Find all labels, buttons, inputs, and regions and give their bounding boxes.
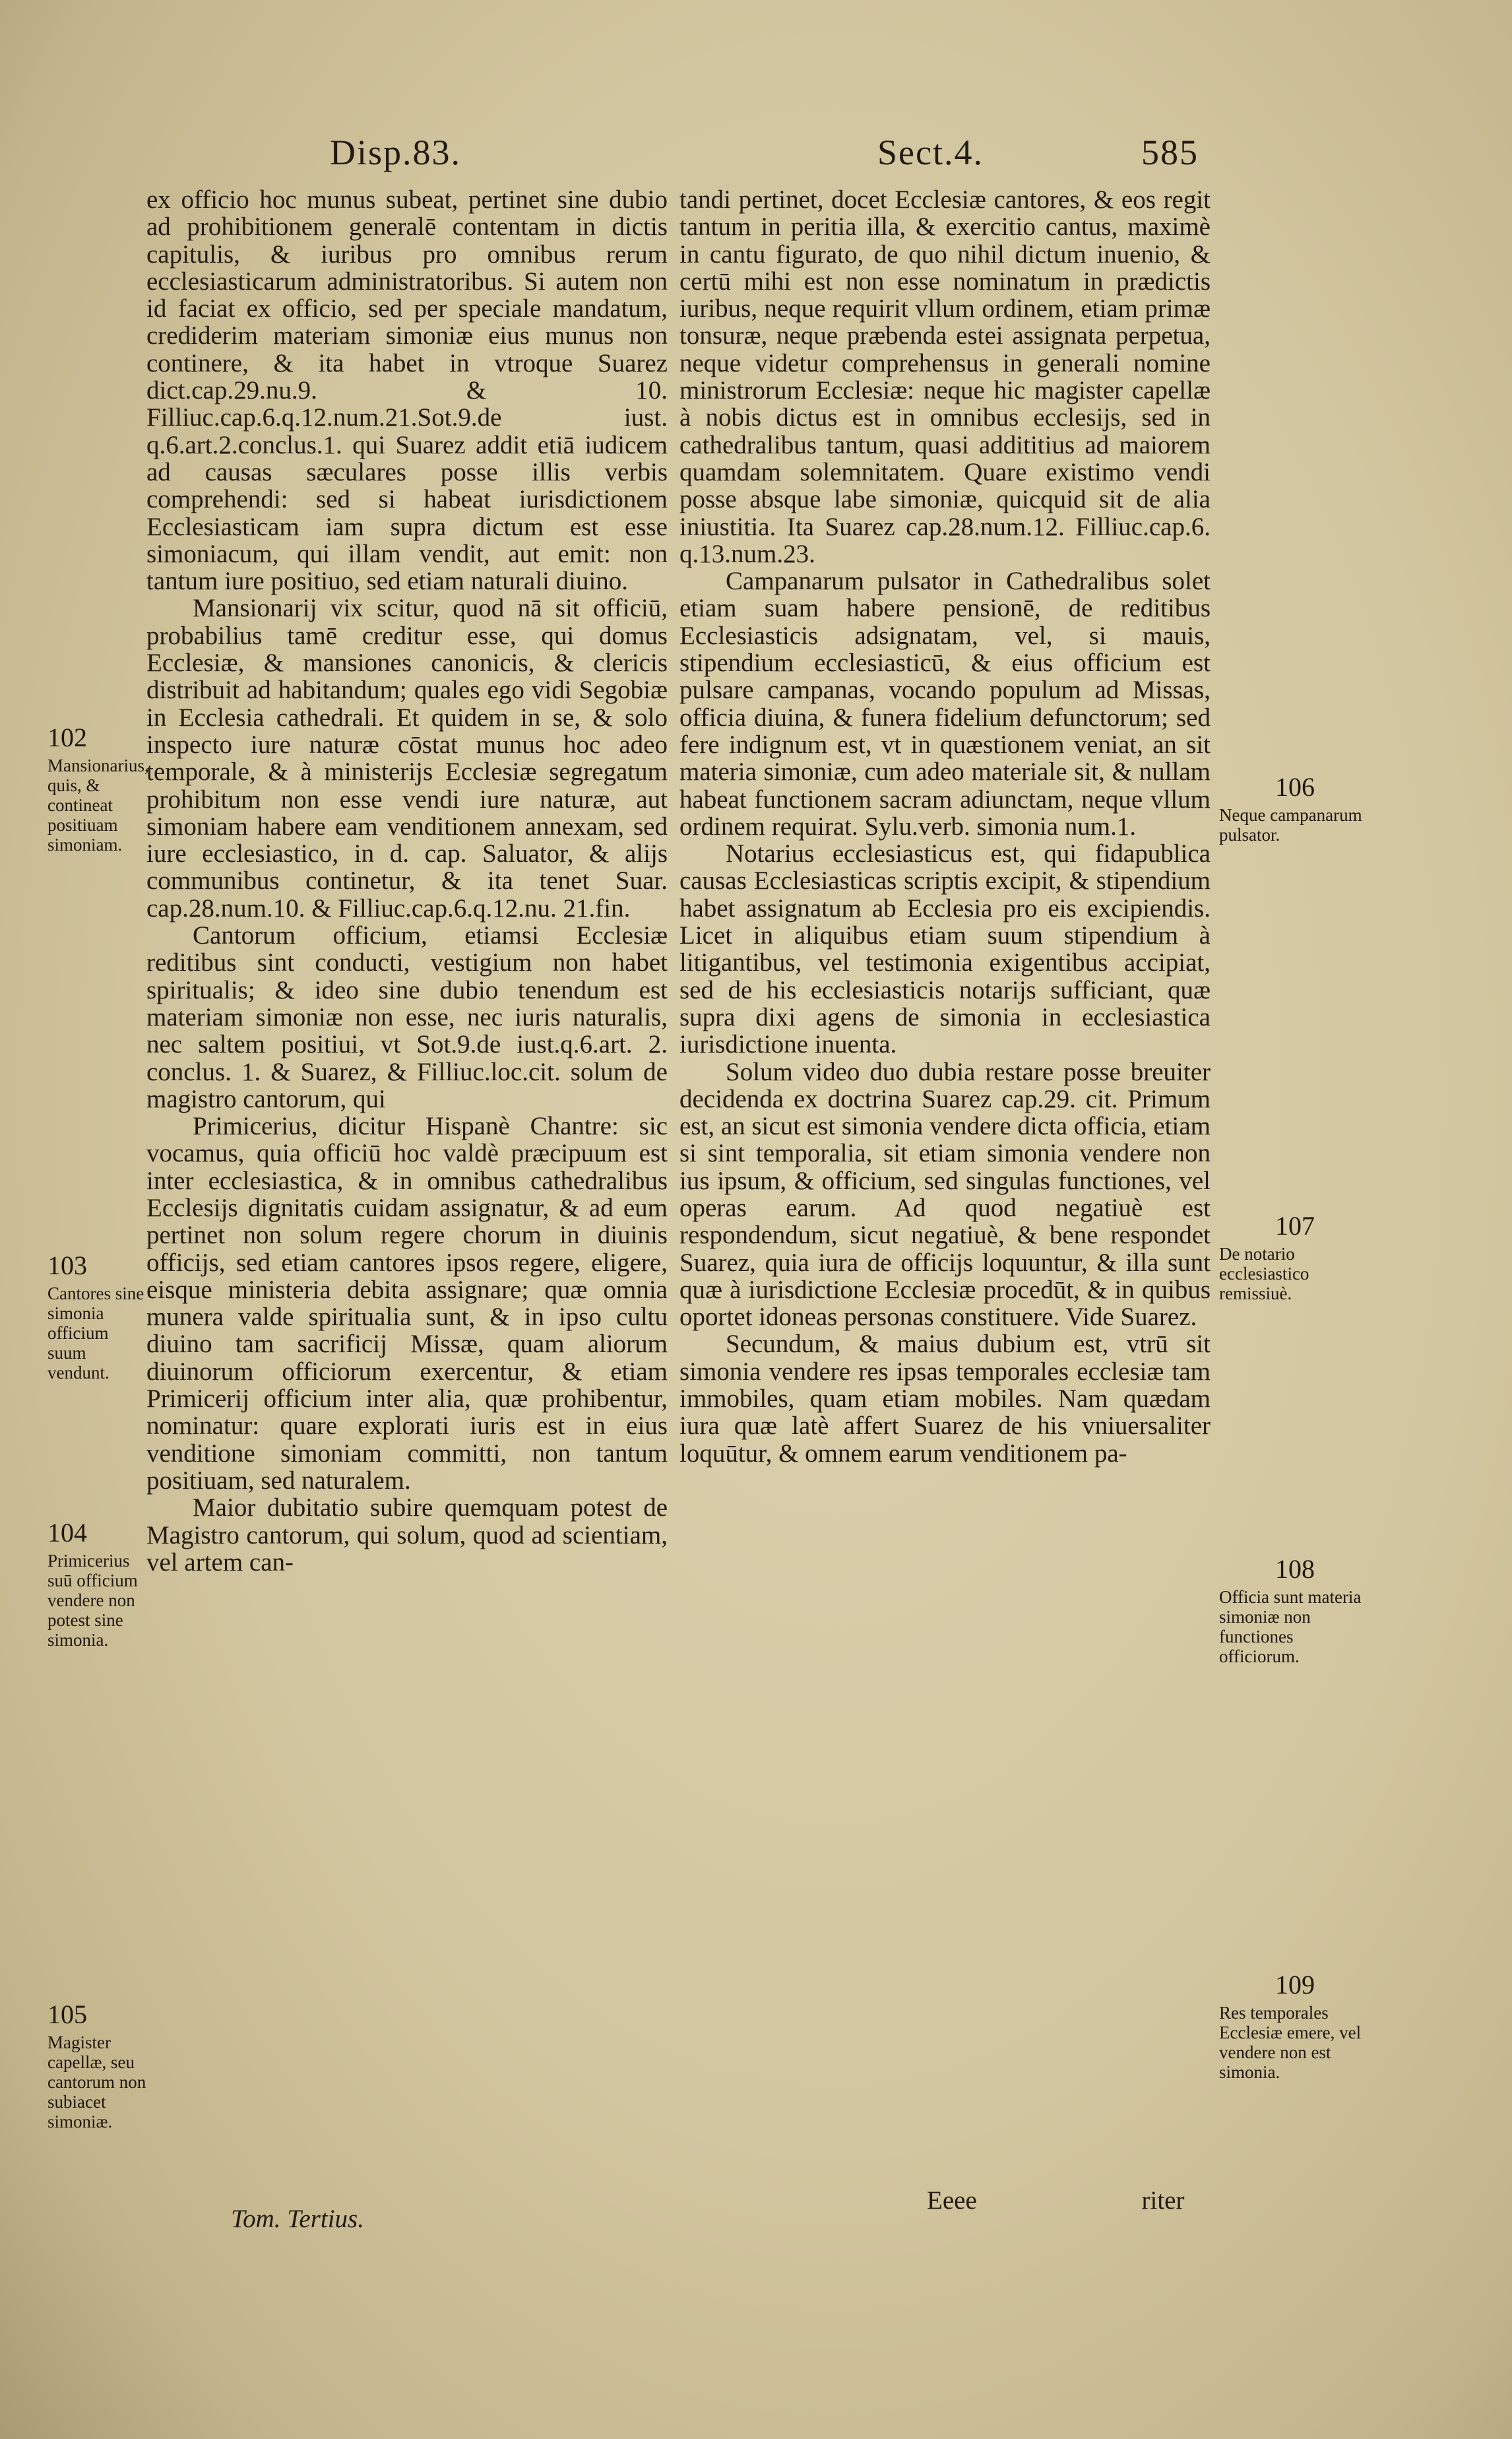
header-section: Sect.4. xyxy=(877,133,984,172)
margin-note xyxy=(1219,1211,1371,1303)
left-text-column xyxy=(146,186,668,1576)
margin-note-number: 106 xyxy=(1275,772,1315,802)
margin-note xyxy=(47,1251,146,1382)
margin-note xyxy=(47,723,149,855)
paragraph: Cantorum officium, etiamsi Ecclesiæ reditibus sint conducti, vestigium non habet spiritualis; & ideo sine dubio tenendum est materiam simoniæ non esse, nec iuris naturalis, nec saltem positiui, vt Sot.9.de iust.q.6.art. 2. conclus. 1. & Suarez, & Filliuc.loc.cit. solum de magistro cantorum, qui xyxy=(146,921,668,1113)
margin-note-text: De notario ecclesiastico remissiuè. xyxy=(1219,1244,1309,1303)
margin-note-text: Officia sunt materia simoniæ non functiones officiorum. xyxy=(1219,1587,1362,1666)
margin-note xyxy=(47,1518,146,1650)
margin-note-number: 104 xyxy=(47,1518,87,1547)
footer-line xyxy=(927,2186,1342,2215)
right-text-column xyxy=(679,186,1211,1467)
margin-note-text: Res temporales Ecclesiæ emere, vel vendere non est simonia. xyxy=(1219,2003,1362,2082)
paragraph: Mansionarij vix scitur, quod nā sit officiū, probabilius tamē creditur esse, qui domus Ecclesiæ, & mansiones canonicis, & clericis distribuit ad habitandum; quales ego vidi Segobiæ in Ecclesia cathedrali. Et quidem in se, & solo inspecto iure naturæ cōstat munus hoc adeo temporale, & à ministerijs Ecclesiæ segregatum prohibitum non esse vendi iure naturæ, aut simoniam habere eam venditionem annexam, sed iure ecclesiastico, in d. cap. Saluator, & alijs communibus continetur, & ita tenet Suar. cap.28.num.10. & Filliuc.cap.6.q.12.nu. 21.fin. xyxy=(146,594,668,923)
margin-note-text: Primicerius suū officium vendere non potest sine simonia. xyxy=(47,1551,138,1650)
paragraph: Maior dubitatio subire quemquam potest de Magistro cantorum, qui solum, quod ad scientiam, vel artem can- xyxy=(146,1493,668,1577)
margin-note-number: 109 xyxy=(1275,1970,1315,2000)
margin-note-text: Mansionarius, quis, & contineat positiuam simoniam. xyxy=(47,756,149,855)
page-number: 585 xyxy=(1141,133,1199,172)
margin-note-number: 107 xyxy=(1275,1211,1315,1241)
margin-note xyxy=(1219,1554,1371,1666)
paragraph: Secundum, & maius dubium est, vtrū sit simonia vendere res ipsas temporales ecclesiæ tam immobiles, quam etiam mobiles. Nam quædam iura quæ latè affert Suarez de his vniuersaliter loquūtur, & omnem earum venditionem pa- xyxy=(679,1330,1211,1468)
paragraph: tandi pertinet, docet Ecclesiæ cantores, & eos regit tantum in peritia illa, & exercitio cantus, maximè in cantu figurato, de quo nihil dictum inuenio, & certū mihi est non esse nominatum in prædictis iuribus, neque requirit vllum ordinem, etiam primæ tonsuræ, neque præbenda estei assignata perpetua, neque videtur comprehensus in generali nomine ministrorum Ecclesiæ: neque hic magister capellæ à nobis dictus est in omnibus ecclesijs, sed in cathedralibus tantum, quasi addititius ad maiorem quamdam solemnitatem. Quare existimo vendi posse absque labe simoniæ, quicquid sit de alia iniustitia. Ita Suarez cap.28.num.12. Filliuc.cap.6. q.13.num.23. xyxy=(679,185,1211,568)
paragraph: Campanarum pulsator in Cathedralibus solet etiam suam habere pensionē, de reditibus Ecclesiasticis adsignatam, vel, si mauis, stipendium ecclesiasticū, & eius officium est pulsare campanas, vocando populum ad Missas, officia diuina, & funera fidelium defunctorum; sed fere indignum est, vt in quæstionem veniat, an sit materia simoniæ, cum adeo materiale sit, & nullam habeat functionem sacram adiunctam, neque vllum ordinem requirat. Sylu.verb. simonia num.1. xyxy=(679,567,1211,841)
paragraph: ex officio hoc munus subeat, pertinet sine dubio ad prohibitionem generalē contentam in dictis capitulis, & iuribus pro omnibus rerum ecclesiasticarum administratoribus. Si autem non id faciat ex officio, sed per speciale mandatum, crediderim materiam simoniæ eius munus non continere, & ita habet in vtroque Suarez dict.cap.29.nu.9. & 10. Filliuc.cap.6.q.12.num.21.Sot.9.de iust. q.6.art.2.conclus.1. qui Suarez addit etiā iudicem ad causas sæculares posse illis verbis comprehendi: sed si habeat iurisdictionem Ecclesiasticam iam supra dictum est esse simoniacum, qui illam vendit, aut emit: non tantum iure positiuo, sed etiam naturali diuino. xyxy=(146,185,668,596)
signature-mark: Eeee xyxy=(927,2186,977,2215)
margin-note xyxy=(47,2000,146,2131)
paragraph: Solum video duo dubia restare posse breuiter decidenda ex doctrina Suarez cap.29. cit. Primum est, an sicut est simonia vendere dicta officia, etiam si sint temporalia, sit etiam simonia vendere non ius ipsum, & officium, sed singulas functiones, vel operas earum. Ad quod negatiuè est respondendum, sicut negatiuè, & bene respondet Suarez, quia iura de officijs loquuntur, & illa sunt quæ à iurisdictione Ecclesiæ procedūt, & in quibus oportet idoneas personas constituere. Vide Suarez. xyxy=(679,1057,1211,1332)
margin-note xyxy=(1219,772,1371,845)
running-header xyxy=(0,132,1512,185)
volume-line: Tom. Tertius. xyxy=(231,2205,364,2233)
catchword: riter xyxy=(1141,2186,1185,2215)
margin-note-text: Neque campanarum pulsator. xyxy=(1219,805,1362,845)
margin-note-text: Magister capellæ, seu cantorum non subiacet simoniæ. xyxy=(47,2032,146,2131)
paragraph: Primicerius, dicitur Hispanè Chantre: sic vocamus, quia officiū hoc valdè præcipuum est inter ecclesiastica, & in omnibus cathedralibus Ecclesijs dignitatis cuidam assignatur, & ad eum pertinet non solum regere chorum in diuinis officijs, sed etiam cantores ipsos regere, eligere, eisque ministeria debita assignare; quæ omnia munera valde spiritualia sunt, & in ipso cultu diuino tam sacrificij Missæ, quam aliorum diuinorum officiorum exercentur, & etiam Primicerij officium inter alia, quæ prohibentur, nominatur: quare explorati iuris est in eius venditione simoniam committi, non tantum positiuam, sed naturalem. xyxy=(146,1112,668,1495)
margin-note xyxy=(1219,1970,1371,2082)
margin-note-number: 103 xyxy=(47,1251,87,1280)
margin-note-text: Cantores sine simonia officium suum vendunt. xyxy=(47,1284,144,1382)
margin-note-number: 102 xyxy=(47,723,87,752)
paragraph: Notarius ecclesiasticus est, qui fidapublica causas Ecclesiasticas scriptis excipit, & stipendium habet assignatum ab Ecclesia pro eis excipiendis. Licet in aliquibus etiam suum stipendium à litigantibus, vel testimonia exigentibus accipiat, sed de his ecclesiasticis notarijs sufficiant, quæ supra dixi agens de simonia in ecclesiastica iurisdictione inuenta. xyxy=(679,839,1211,1059)
margin-note-number: 105 xyxy=(47,2000,87,2029)
margin-note-number: 108 xyxy=(1275,1554,1315,1584)
header-disputation: Disp.83. xyxy=(330,133,462,172)
